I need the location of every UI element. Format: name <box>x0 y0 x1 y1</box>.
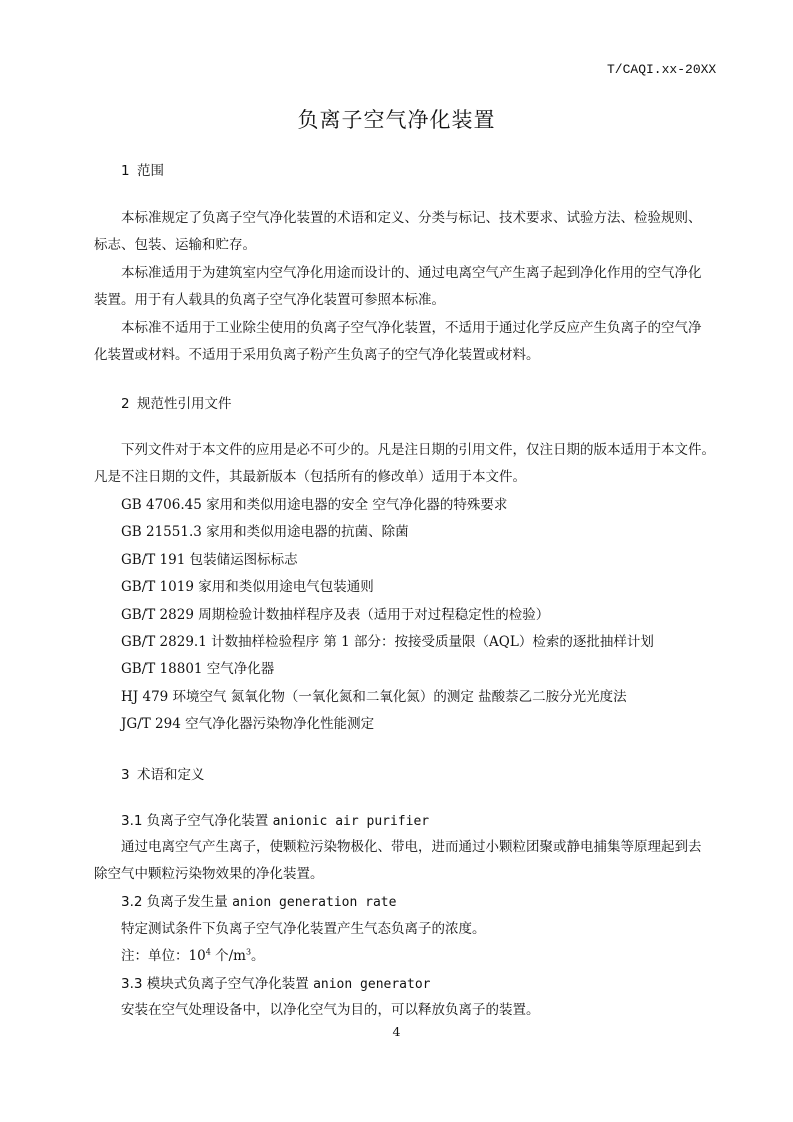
term-english: anion generation rate <box>232 895 397 910</box>
note-text: 注：单位：10 <box>121 948 206 964</box>
section-title: 术语和定义 <box>137 767 205 783</box>
paragraph-line: 凡是不注日期的文件，其最新版本（包括所有的修改单）适用于本文件。 <box>94 469 526 485</box>
note-text: 。 <box>251 948 265 964</box>
definition-line: 通过电离空气产生离子，使颗粒污染物极化、带电，进而通过小颗粒团聚或静电捕集等原理起到去 <box>121 839 702 855</box>
term-name: 模块式负离子空气净化装置 <box>146 976 309 992</box>
term-english: anionic air purifier <box>272 814 430 829</box>
page-number: 4 <box>392 1024 401 1039</box>
term-number: 3.3 <box>121 976 143 992</box>
term-3-1 <box>121 809 429 829</box>
section-1-heading <box>121 159 164 179</box>
term-3-3 <box>121 972 430 992</box>
reference-item: GB 4706.45 家用和类似用途电器的安全 空气净化器的特殊要求 <box>121 497 508 513</box>
reference-item: GB 21551.3 家用和类似用途电器的抗菌、除菌 <box>121 524 409 540</box>
paragraph-line: 标志、包装、运输和贮存。 <box>94 237 256 253</box>
reference-item: GB/T 2829 周期检验计数抽样程序及表（适用于对过程稳定性的检验） <box>121 607 550 623</box>
paragraph-line: 装置。用于有人载具的负离子空气净化装置可参照本标准。 <box>94 292 445 308</box>
section-2-heading <box>121 392 232 412</box>
reference-item: HJ 479 环境空气 氮氧化物（一氧化氮和二氧化氮）的测定 盐酸萘乙二胺分光光度法 <box>121 689 627 705</box>
term-name: 负离子空气净化装置 <box>146 813 269 829</box>
definition-line: 安装在空气处理设备中，以净化空气为目的，可以释放负离子的装置。 <box>121 1002 540 1018</box>
section-title: 规范性引用文件 <box>137 396 232 412</box>
note-exponent: 4 <box>205 947 211 957</box>
section-number: 1 <box>121 163 130 179</box>
section-number: 2 <box>121 396 130 412</box>
note-line <box>121 944 265 964</box>
definition-line: 特定测试条件下负离子空气净化装置产生气态负离子的浓度。 <box>121 921 486 937</box>
document-code: T/CAQI.xx-20XX <box>607 62 717 77</box>
reference-item: JG/T 294 空气净化器污染物净化性能测定 <box>121 716 375 732</box>
paragraph-line: 本标准适用于为建筑室内空气净化用途而设计的、通过电离空气产生离子起到净化作用的空气净化 <box>121 265 702 281</box>
note-unit: 个/m <box>210 948 246 964</box>
reference-item: GB/T 18801 空气净化器 <box>121 661 275 677</box>
reference-item: GB/T 191 包装储运图标标志 <box>121 552 298 568</box>
note-exponent: 3 <box>245 947 252 957</box>
reference-item: GB/T 1019 家用和类似用途电气包装通则 <box>121 579 374 595</box>
reference-item: GB/T 2829.1 计数抽样检验程序 第 1 部分：按接受质量限（AQL）检索的逐批抽样计划 <box>121 634 654 650</box>
page-title: 负离子空气净化装置 <box>297 108 496 132</box>
term-3-2 <box>121 890 396 910</box>
section-number: 3 <box>121 767 130 783</box>
section-title: 范围 <box>137 163 164 179</box>
paragraph-line: 下列文件对于本文件的应用是必不可少的。凡是注日期的引用文件，仅注日期的版本适用于本文件。 <box>121 442 715 458</box>
paragraph-line: 本标准规定了负离子空气净化装置的术语和定义、分类与标记、技术要求、试验方法、检验规则、 <box>121 210 702 226</box>
section-3-heading <box>121 763 205 783</box>
paragraph-line: 化装置或材料。不适用于采用负离子粉产生负离子的空气净化装置或材料。 <box>94 347 540 363</box>
paragraph-line: 本标准不适用于工业除尘使用的负离子空气净化装置，不适用于通过化学反应产生负离子的空气净 <box>121 320 702 336</box>
definition-line: 除空气中颗粒污染物效果的净化装置。 <box>94 866 324 882</box>
term-english: anion generator <box>313 977 431 992</box>
term-number: 3.2 <box>121 894 143 910</box>
term-number: 3.1 <box>121 813 143 829</box>
term-name: 负离子发生量 <box>146 894 228 910</box>
